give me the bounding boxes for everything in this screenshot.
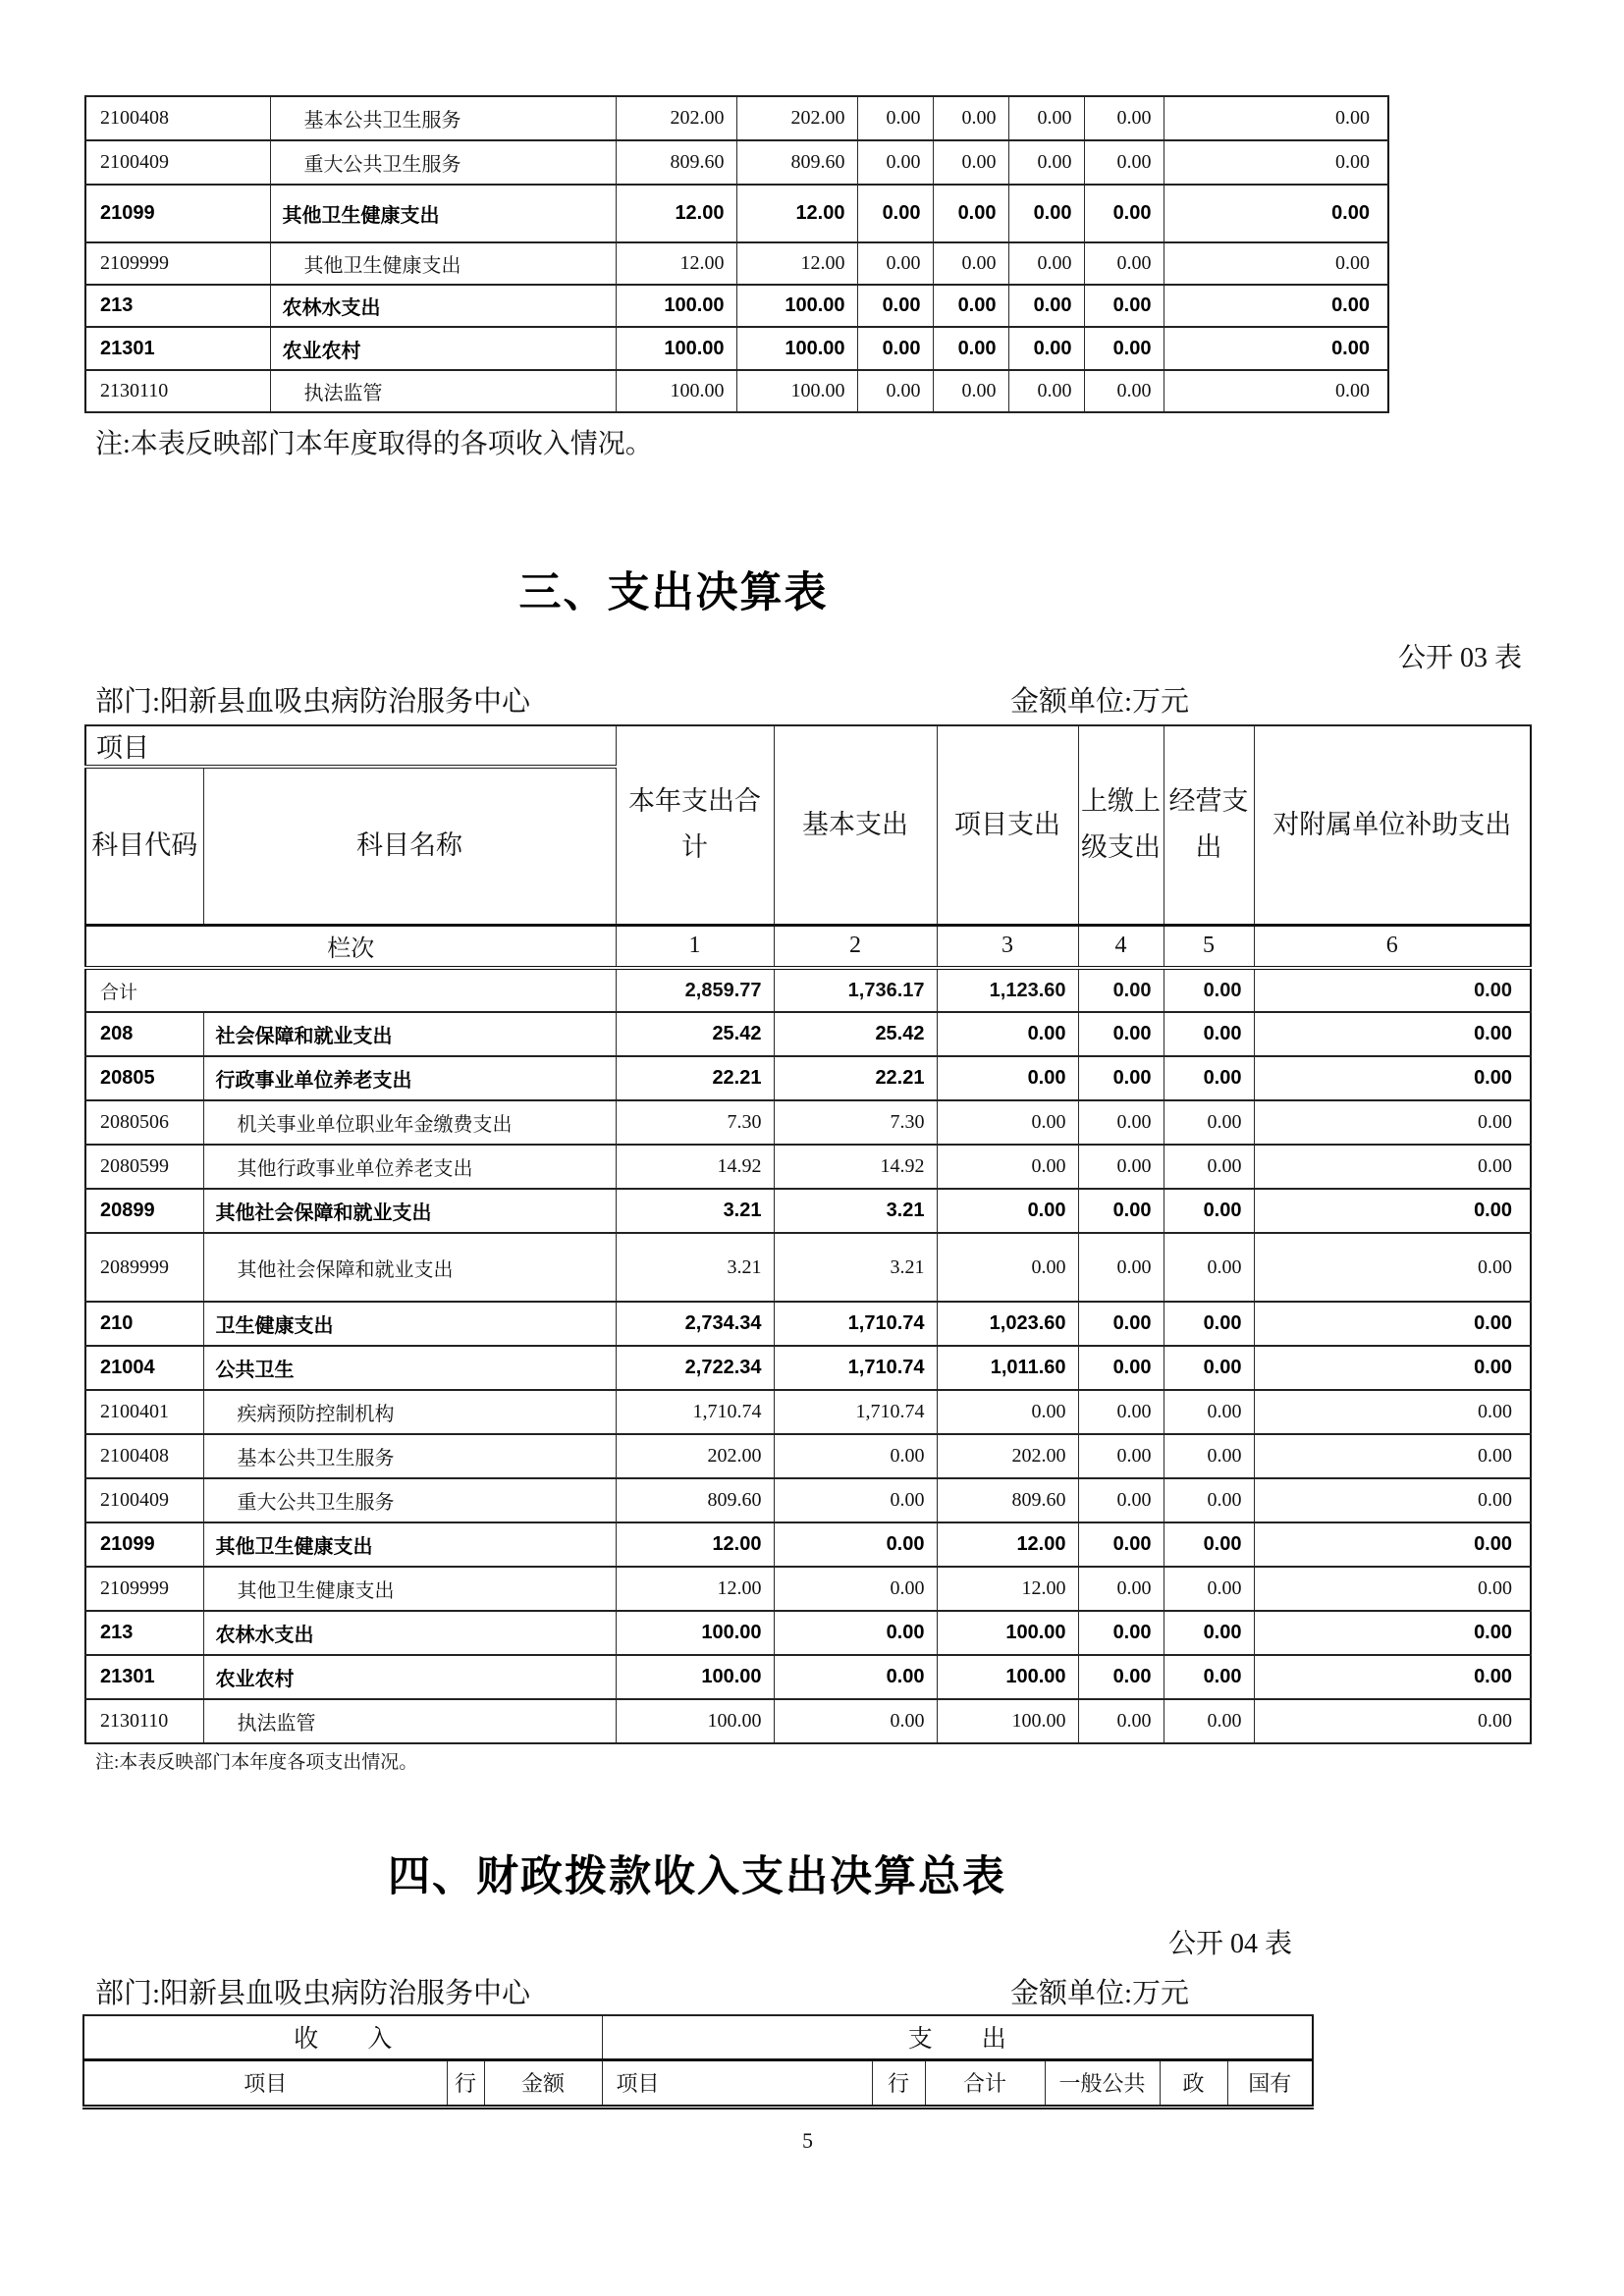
value-cell: 0.00 xyxy=(1254,1056,1531,1100)
value-cell: 0.00 xyxy=(1164,1655,1254,1699)
value-cell: 0.00 xyxy=(1164,1567,1254,1611)
name-cell: 执法监管 xyxy=(270,370,616,412)
value-cell: 0.00 xyxy=(1254,1233,1531,1302)
code-cell: 21301 xyxy=(85,327,270,370)
value-cell: 809.60 xyxy=(616,140,736,185)
value-cell: 2,859.77 xyxy=(616,968,774,1012)
value-cell: 100.00 xyxy=(937,1611,1078,1655)
value-cell: 0.00 xyxy=(1164,1346,1254,1390)
expenditure-row xyxy=(85,1100,1531,1145)
code-cell: 2100408 xyxy=(85,96,270,140)
value-cell: 0.00 xyxy=(937,1145,1078,1189)
value-cell: 809.60 xyxy=(937,1478,1078,1522)
value-cell: 0.00 xyxy=(1078,1567,1164,1611)
code-cell: 213 xyxy=(85,285,270,327)
value-cell: 12.00 xyxy=(616,242,736,285)
value-cell: 100.00 xyxy=(937,1655,1078,1699)
value-cell: 12.00 xyxy=(937,1567,1078,1611)
value-cell: 0.00 xyxy=(1164,1012,1254,1056)
subheader-exp-row: 行 xyxy=(872,2059,925,2107)
total-label-cell: 合计 xyxy=(85,968,616,1012)
subheader-exp-gov: 政 xyxy=(1160,2059,1227,2107)
value-cell: 25.42 xyxy=(616,1012,774,1056)
value-cell: 0.00 xyxy=(1078,1522,1164,1567)
value-cell: 0.00 xyxy=(1164,1390,1254,1434)
value-cell: 0.00 xyxy=(1164,242,1388,285)
col-header-project: 项目支出 xyxy=(937,725,1078,925)
value-cell: 0.00 xyxy=(937,1056,1078,1100)
value-cell: 0.00 xyxy=(1254,1611,1531,1655)
summary-table xyxy=(82,2014,1314,2109)
value-cell: 1,736.17 xyxy=(774,968,937,1012)
code-cell: 2100408 xyxy=(85,1434,203,1478)
unit-line: 金额单位:万元 xyxy=(1010,686,1190,718)
value-cell: 0.00 xyxy=(937,1390,1078,1434)
value-cell: 0.00 xyxy=(1254,1434,1531,1478)
income-row xyxy=(85,96,1388,140)
expenditure-row xyxy=(85,1346,1531,1390)
table04-label: 公开 04 表 xyxy=(1168,1929,1293,1959)
department-line: 部门:阳新县血吸虫病防治服务中心 xyxy=(95,686,531,718)
value-cell: 0.00 xyxy=(774,1434,937,1478)
expenditure-row xyxy=(85,1233,1531,1302)
value-cell: 0.00 xyxy=(933,285,1008,327)
code-cell: 208 xyxy=(85,1012,203,1056)
value-cell: 0.00 xyxy=(1078,1302,1164,1346)
value-cell: 0.00 xyxy=(1164,1699,1254,1743)
value-cell: 0.00 xyxy=(857,285,933,327)
value-cell: 0.00 xyxy=(774,1478,937,1522)
expenditure-row xyxy=(85,1611,1531,1655)
code-cell: 210 xyxy=(85,1302,203,1346)
value-cell: 0.00 xyxy=(1164,1189,1254,1233)
value-cell: 1,710.74 xyxy=(616,1390,774,1434)
value-cell: 1,123.60 xyxy=(937,968,1078,1012)
expenditure-row xyxy=(85,1522,1531,1567)
value-cell: 1,023.60 xyxy=(937,1302,1078,1346)
value-cell: 0.00 xyxy=(1008,140,1084,185)
value-cell: 1,011.60 xyxy=(937,1346,1078,1390)
name-cell: 农业农村 xyxy=(203,1655,616,1699)
value-cell: 12.00 xyxy=(616,185,736,242)
income-table xyxy=(84,95,1389,413)
income-row xyxy=(85,327,1388,370)
income-row xyxy=(85,242,1388,285)
value-cell: 0.00 xyxy=(937,1233,1078,1302)
subheader-income-amount: 金额 xyxy=(484,2059,602,2107)
value-cell: 0.00 xyxy=(774,1655,937,1699)
value-cell: 3.21 xyxy=(774,1233,937,1302)
value-cell: 0.00 xyxy=(1164,1302,1254,1346)
expenditure-table-note: 注:本表反映部门本年度各项支出情况。 xyxy=(95,1752,418,1773)
value-cell: 0.00 xyxy=(933,140,1008,185)
value-cell: 0.00 xyxy=(1084,185,1164,242)
value-cell: 25.42 xyxy=(774,1012,937,1056)
code-cell: 2130110 xyxy=(85,370,270,412)
name-cell: 机关事业单位职业年金缴费支出 xyxy=(203,1100,616,1145)
name-cell: 其他社会保障和就业支出 xyxy=(203,1189,616,1233)
value-cell: 0.00 xyxy=(857,370,933,412)
value-cell: 0.00 xyxy=(1078,1189,1164,1233)
value-cell: 0.00 xyxy=(1254,1302,1531,1346)
value-cell: 0.00 xyxy=(1008,185,1084,242)
value-cell: 0.00 xyxy=(1254,1567,1531,1611)
subheader-income-item: 项目 xyxy=(83,2059,447,2107)
col-header-operating: 经营支出 xyxy=(1164,725,1254,925)
name-cell: 卫生健康支出 xyxy=(203,1302,616,1346)
value-cell: 100.00 xyxy=(736,370,857,412)
section4-title: 四、财政拨款收入支出决算总表 xyxy=(388,1853,1006,1900)
code-cell: 213 xyxy=(85,1611,203,1655)
department-line: 部门:阳新县血吸虫病防治服务中心 xyxy=(95,1978,531,2009)
code-cell: 21099 xyxy=(85,185,270,242)
project-header: 项目 xyxy=(85,725,616,767)
value-cell: 0.00 xyxy=(1164,327,1388,370)
code-cell: 2089999 xyxy=(85,1233,203,1302)
value-cell: 0.00 xyxy=(1008,285,1084,327)
name-cell: 公共卫生 xyxy=(203,1346,616,1390)
name-cell: 农林水支出 xyxy=(270,285,616,327)
name-cell: 农业农村 xyxy=(270,327,616,370)
code-cell: 2100409 xyxy=(85,1478,203,1522)
code-cell: 21301 xyxy=(85,1655,203,1699)
name-cell: 其他卫生健康支出 xyxy=(203,1567,616,1611)
value-cell: 2,734.34 xyxy=(616,1302,774,1346)
value-cell: 0.00 xyxy=(1254,1655,1531,1699)
value-cell: 12.00 xyxy=(736,185,857,242)
value-cell: 0.00 xyxy=(1078,1100,1164,1145)
code-cell: 2080599 xyxy=(85,1145,203,1189)
value-cell: 0.00 xyxy=(1164,1100,1254,1145)
expenditure-row xyxy=(85,1012,1531,1056)
expenditure-row xyxy=(85,1434,1531,1478)
col-header-subsidy: 对附属单位补助支出 xyxy=(1254,725,1531,925)
value-cell: 0.00 xyxy=(933,96,1008,140)
lanci-1: 1 xyxy=(616,925,774,968)
income-row xyxy=(85,140,1388,185)
value-cell: 0.00 xyxy=(1084,370,1164,412)
code-header: 科目代码 xyxy=(85,767,203,925)
value-cell: 0.00 xyxy=(1078,1145,1164,1189)
value-cell: 0.00 xyxy=(1254,1478,1531,1522)
code-cell: 2100401 xyxy=(85,1390,203,1434)
value-cell: 14.92 xyxy=(616,1145,774,1189)
value-cell: 0.00 xyxy=(933,370,1008,412)
col-header-upper: 上缴上级支出 xyxy=(1078,725,1164,925)
expenditure-row xyxy=(85,968,1531,1012)
value-cell: 3.21 xyxy=(616,1233,774,1302)
col-header-total: 本年支出合计 xyxy=(616,725,774,925)
value-cell: 0.00 xyxy=(1254,1145,1531,1189)
name-header: 科目名称 xyxy=(203,767,616,925)
value-cell: 100.00 xyxy=(616,327,736,370)
name-cell: 其他卫生健康支出 xyxy=(270,185,616,242)
value-cell: 0.00 xyxy=(1078,1434,1164,1478)
page-number: 5 xyxy=(802,2128,813,2153)
code-cell: 21099 xyxy=(85,1522,203,1567)
value-cell: 0.00 xyxy=(857,96,933,140)
value-cell: 0.00 xyxy=(1084,327,1164,370)
expenditure-row xyxy=(85,1056,1531,1100)
code-cell: 20805 xyxy=(85,1056,203,1100)
value-cell: 0.00 xyxy=(1164,140,1388,185)
expenditure-row xyxy=(85,1302,1531,1346)
col-header-basic: 基本支出 xyxy=(774,725,937,925)
name-cell: 其他社会保障和就业支出 xyxy=(203,1233,616,1302)
expenditure-row xyxy=(85,1189,1531,1233)
value-cell: 12.00 xyxy=(736,242,857,285)
table03-label: 公开 03 表 xyxy=(1398,643,1523,673)
value-cell: 0.00 xyxy=(937,1189,1078,1233)
value-cell: 0.00 xyxy=(1164,1056,1254,1100)
value-cell: 202.00 xyxy=(736,96,857,140)
code-cell: 20899 xyxy=(85,1189,203,1233)
value-cell: 0.00 xyxy=(857,242,933,285)
code-cell: 21004 xyxy=(85,1346,203,1390)
value-cell: 0.00 xyxy=(933,185,1008,242)
value-cell: 0.00 xyxy=(933,327,1008,370)
value-cell: 1,710.74 xyxy=(774,1346,937,1390)
income-row xyxy=(85,370,1388,412)
value-cell: 0.00 xyxy=(1084,285,1164,327)
value-cell: 0.00 xyxy=(933,242,1008,285)
value-cell: 809.60 xyxy=(736,140,857,185)
name-cell: 基本公共卫生服务 xyxy=(203,1434,616,1478)
subheader-income-row: 行 xyxy=(447,2059,484,2107)
value-cell: 0.00 xyxy=(1078,1611,1164,1655)
value-cell: 0.00 xyxy=(857,140,933,185)
lanci-label: 栏次 xyxy=(85,925,616,968)
value-cell: 0.00 xyxy=(1078,1012,1164,1056)
code-cell: 2109999 xyxy=(85,1567,203,1611)
value-cell: 0.00 xyxy=(1164,285,1388,327)
value-cell: 0.00 xyxy=(1084,96,1164,140)
value-cell: 0.00 xyxy=(1164,1434,1254,1478)
value-cell: 0.00 xyxy=(1254,1390,1531,1434)
value-cell: 2,722.34 xyxy=(616,1346,774,1390)
value-cell: 0.00 xyxy=(1254,1346,1531,1390)
name-cell: 基本公共卫生服务 xyxy=(270,96,616,140)
subheader-exp-general: 一般公共 xyxy=(1045,2059,1160,2107)
expenditure-row xyxy=(85,1567,1531,1611)
expenditure-row xyxy=(85,1699,1531,1743)
value-cell: 0.00 xyxy=(1254,1100,1531,1145)
value-cell: 0.00 xyxy=(1164,370,1388,412)
value-cell: 0.00 xyxy=(1084,140,1164,185)
value-cell: 22.21 xyxy=(774,1056,937,1100)
code-cell: 2080506 xyxy=(85,1100,203,1145)
value-cell: 0.00 xyxy=(1078,1346,1164,1390)
value-cell: 0.00 xyxy=(1008,370,1084,412)
subheader-exp-item: 项目 xyxy=(602,2059,872,2107)
lanci-5: 5 xyxy=(1164,925,1254,968)
lanci-3: 3 xyxy=(937,925,1078,968)
value-cell: 0.00 xyxy=(1254,1189,1531,1233)
value-cell: 14.92 xyxy=(774,1145,937,1189)
expenditure-row xyxy=(85,1390,1531,1434)
value-cell: 0.00 xyxy=(1254,1522,1531,1567)
value-cell: 100.00 xyxy=(616,1699,774,1743)
value-cell: 0.00 xyxy=(774,1699,937,1743)
name-cell: 农林水支出 xyxy=(203,1611,616,1655)
code-cell: 2130110 xyxy=(85,1699,203,1743)
value-cell: 0.00 xyxy=(774,1611,937,1655)
expenditure-row xyxy=(85,1478,1531,1522)
value-cell: 12.00 xyxy=(616,1522,774,1567)
value-cell: 0.00 xyxy=(1164,96,1388,140)
value-cell: 0.00 xyxy=(1078,968,1164,1012)
value-cell: 3.21 xyxy=(616,1189,774,1233)
value-cell: 7.30 xyxy=(774,1100,937,1145)
name-cell: 执法监管 xyxy=(203,1699,616,1743)
value-cell: 100.00 xyxy=(736,327,857,370)
name-cell: 其他行政事业单位养老支出 xyxy=(203,1145,616,1189)
value-cell: 0.00 xyxy=(774,1567,937,1611)
value-cell: 0.00 xyxy=(1008,96,1084,140)
value-cell: 3.21 xyxy=(774,1189,937,1233)
value-cell: 0.00 xyxy=(1078,1233,1164,1302)
income-row xyxy=(85,285,1388,327)
section3-title: 三、支出决算表 xyxy=(518,569,829,616)
income-row xyxy=(85,185,1388,242)
value-cell: 1,710.74 xyxy=(774,1302,937,1346)
value-cell: 0.00 xyxy=(1254,968,1531,1012)
value-cell: 100.00 xyxy=(736,285,857,327)
value-cell: 100.00 xyxy=(616,1655,774,1699)
value-cell: 100.00 xyxy=(937,1699,1078,1743)
code-cell: 2100409 xyxy=(85,140,270,185)
value-cell: 0.00 xyxy=(1078,1655,1164,1699)
expenditure-row xyxy=(85,1145,1531,1189)
value-cell: 0.00 xyxy=(1164,1522,1254,1567)
subheader-exp-state: 国有 xyxy=(1227,2059,1313,2107)
expenditure-table xyxy=(84,724,1532,1744)
value-cell: 202.00 xyxy=(616,96,736,140)
value-cell: 202.00 xyxy=(937,1434,1078,1478)
value-cell: 0.00 xyxy=(857,327,933,370)
value-cell: 7.30 xyxy=(616,1100,774,1145)
value-cell: 1,710.74 xyxy=(774,1390,937,1434)
name-cell: 其他卫生健康支出 xyxy=(203,1522,616,1567)
value-cell: 0.00 xyxy=(1164,1233,1254,1302)
value-cell: 0.00 xyxy=(1164,968,1254,1012)
name-cell: 其他卫生健康支出 xyxy=(270,242,616,285)
lanci-2: 2 xyxy=(774,925,937,968)
value-cell: 0.00 xyxy=(1008,327,1084,370)
subheader-exp-total: 合计 xyxy=(925,2059,1045,2107)
value-cell: 12.00 xyxy=(616,1567,774,1611)
income-group-header: 收 入 xyxy=(83,2015,602,2059)
value-cell: 0.00 xyxy=(1078,1478,1164,1522)
unit-line: 金额单位:万元 xyxy=(1010,1978,1190,2009)
lanci-6: 6 xyxy=(1254,925,1531,968)
name-cell: 重大公共卫生服务 xyxy=(203,1478,616,1522)
expenditure-row xyxy=(85,1655,1531,1699)
name-cell: 疾病预防控制机构 xyxy=(203,1390,616,1434)
name-cell: 重大公共卫生服务 xyxy=(270,140,616,185)
value-cell: 0.00 xyxy=(1254,1012,1531,1056)
code-cell: 2109999 xyxy=(85,242,270,285)
value-cell: 0.00 xyxy=(1008,242,1084,285)
value-cell: 0.00 xyxy=(1078,1390,1164,1434)
value-cell: 0.00 xyxy=(1078,1056,1164,1100)
value-cell: 0.00 xyxy=(1164,1478,1254,1522)
value-cell: 0.00 xyxy=(1078,1699,1164,1743)
value-cell: 100.00 xyxy=(616,370,736,412)
income-table-note: 注:本表反映部门本年度取得的各项收入情况。 xyxy=(95,429,653,459)
value-cell: 22.21 xyxy=(616,1056,774,1100)
value-cell: 0.00 xyxy=(1164,1145,1254,1189)
value-cell: 202.00 xyxy=(616,1434,774,1478)
value-cell: 100.00 xyxy=(616,285,736,327)
value-cell: 0.00 xyxy=(1084,242,1164,285)
value-cell: 809.60 xyxy=(616,1478,774,1522)
value-cell: 100.00 xyxy=(616,1611,774,1655)
name-cell: 社会保障和就业支出 xyxy=(203,1012,616,1056)
value-cell: 0.00 xyxy=(857,185,933,242)
value-cell: 0.00 xyxy=(1164,185,1388,242)
value-cell: 0.00 xyxy=(1164,1611,1254,1655)
value-cell: 12.00 xyxy=(937,1522,1078,1567)
lanci-4: 4 xyxy=(1078,925,1164,968)
name-cell: 行政事业单位养老支出 xyxy=(203,1056,616,1100)
value-cell: 0.00 xyxy=(937,1012,1078,1056)
expenditure-group-header: 支 出 xyxy=(602,2015,1313,2059)
value-cell: 0.00 xyxy=(937,1100,1078,1145)
value-cell: 0.00 xyxy=(1254,1699,1531,1743)
value-cell: 0.00 xyxy=(774,1522,937,1567)
